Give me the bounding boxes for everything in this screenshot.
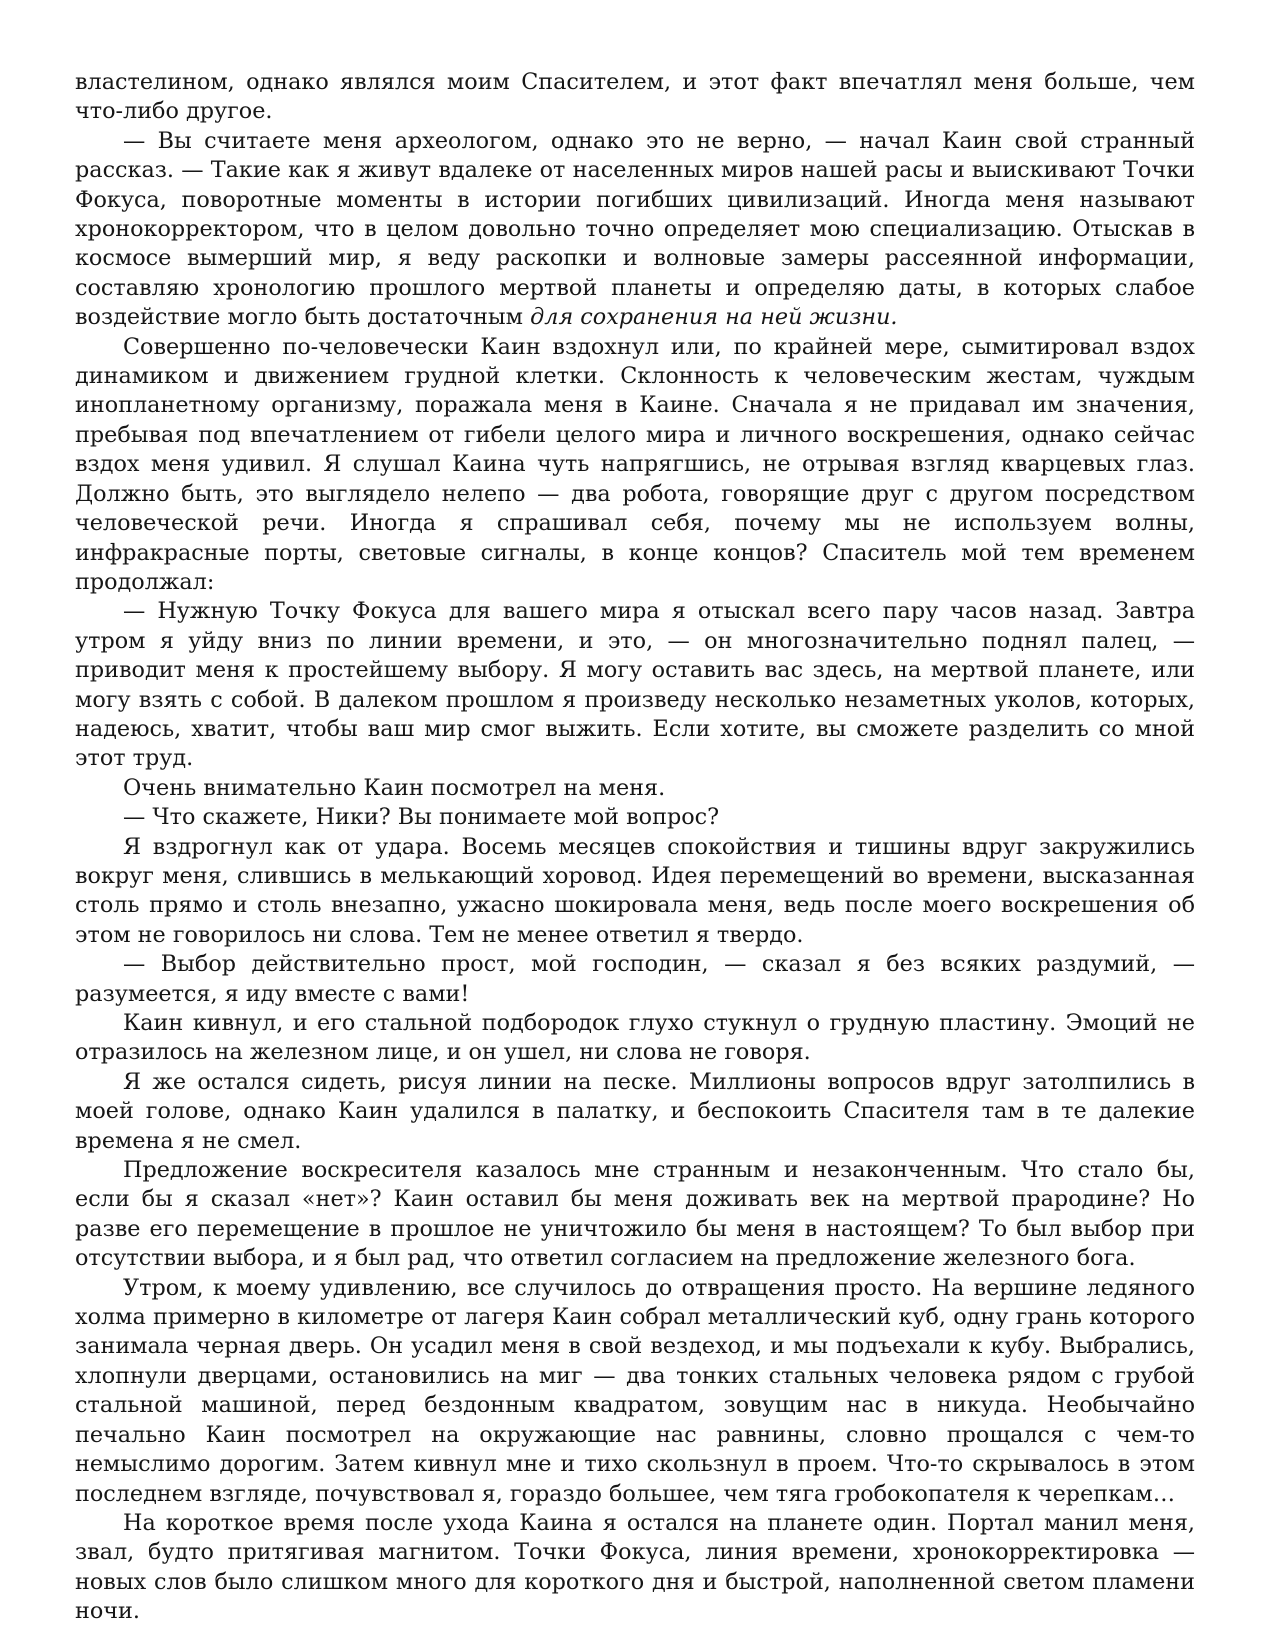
- paragraph-2-text: — Вы считаете меня археологом, однако это не верно, — начал Каин свой странный рассказ. — Такие как я живут вдалеке от населенных миров нашей расы и выискивают Точки Фокуса, поворотные моменты в истории погибших цивилизаций. Иногда меня называют хронокорректором, что в целом довольно точно определяет мою специализацию. Отыскав в космосе вымерший мир, я веду раскопки и волновые замеры рассеянной информации, составляю хронологию прошлого мертвой планеты и определяю даты, в которых слабое воздействие могло быть достаточным: [75, 127, 1195, 331]
- paragraph-12: [75, 1274, 1195, 1509]
- paragraph-11-text: Предложение воскресителя казалось мне странным и незаконченным. Что стало бы, если бы я сказал «нет»? Каин оставил бы меня доживать век на мертвой прародине? Но разве его перемещение в прошлое не уничтожило бы меня в настоящем? То был выбор при отсутствии выбора, и я был рад, что ответил согласием на предложение железного бога.: [75, 1157, 1195, 1272]
- paragraph-7-text: Я вздрогнул как от удара. Восемь месяцев спокойствия и тишины вдруг закружились вокруг меня, слившись в мелькающий хоровод. Идея перемещений во времени, высказанная столь прямо и столь внезапно, ужасно шокировала меня, ведь после моего воскрешения об этом не говорилось ни слова. Тем не менее ответил я твердо.: [75, 833, 1195, 948]
- paragraph-7: [75, 833, 1195, 951]
- paragraph-3: [75, 333, 1195, 598]
- paragraph-11: [75, 1156, 1195, 1274]
- paragraph-13: [75, 1509, 1195, 1627]
- paragraph-5: [75, 774, 1195, 803]
- paragraph-9-text: Каин кивнул, и его стальной подбородок глухо стукнул о грудную пластину. Эмоций не отразилось на железном лице, и он ушел, ни слова не говоря.: [75, 1010, 1195, 1066]
- paragraph-13-text: На короткое время после ухода Каина я остался на планете один. Портал манил меня, звал, будто притягивая магнитом. Точки Фокуса, линия времени, хронокорректировка — новых слов было слишком много для короткого дня и быстрой, наполненной светом пламени ночи.: [75, 1509, 1195, 1625]
- paragraph-5-text: Очень внимательно Каин посмотрел на меня.: [123, 774, 666, 801]
- paragraph-2: [75, 127, 1195, 333]
- paragraph-2-italic-text: для сохранения на ней жизни.: [530, 304, 898, 331]
- paragraph-10: [75, 1068, 1195, 1156]
- paragraph-6-text: — Что скажете, Ники? Вы понимаете мой вопрос?: [123, 804, 720, 831]
- paragraph-1: [75, 68, 1195, 127]
- paragraph-9: [75, 1009, 1195, 1068]
- paragraph-1-text: властелином, однако являлся моим Спасителем, и этот факт впечатлял меня больше, чем что-либо другое.: [75, 69, 1195, 125]
- paragraph-3-text: Совершенно по-человечески Каин вздохнул или, по крайней мере, сымитировал вздох динамиком и движением грудной клетки. Склонность к человеческим жестам, чуждым инопланетному организму, поражала меня в Каине. Сначала я не придавал им значения, пребывая под впечатлением от гибели целого мира и личного воскрешения, однако сейчас вздох меня удивил. Я слушал Каина чуть напрягшись, не отрывая взгляд кварцевых глаз. Должно быть, это выглядело нелепо — два робота, говорящие друг с другом посредством человеческой речи. Иногда я спрашивал себя, почему мы не используем волны, инфракрасные порты, световые сигналы, в конце концов? Спаситель мой тем временем продолжал:: [75, 333, 1195, 595]
- paragraph-8: [75, 950, 1195, 1009]
- paragraph-10-text: Я же остался сидеть, рисуя линии на песке. Миллионы вопросов вдруг затолпились в моей голове, однако Каин удалился в палатку, и беспокоить Спасителя там в те далекие времена я не смел.: [75, 1068, 1195, 1154]
- paragraph-4-text: — Нужную Точку Фокуса для вашего мира я отыскал всего пару часов назад. Завтра утром я уйду вниз по линии времени, и это, — он многозначительно поднял палец, — приводит меня к простейшему выбору. Я могу оставить вас здесь, на мертвой планете, или могу взять с собой. В далеком прошлом я произведу несколько незаметных уколов, которых, надеюсь, хватит, чтобы ваш мир смог выжить. Если хотите, вы сможете разделить со мной этот труд.: [75, 598, 1195, 772]
- paragraph-12-text: Утром, к моему удивлению, все случилось до отвращения просто. На вершине ледяного холма примерно в километре от лагеря Каин собрал металлический куб, одну грань которого занимала черная дверь. Он усадил меня в свой вездеход, и мы подъехали к кубу. Выбрались, хлопнули дверцами, остановились на миг — два тонких стальных человека рядом с грубой стальной машиной, перед бездонным квадратом, зовущим нас в никуда. Необычайно печально Каин посмотрел на окружающие нас равнины, словно прощался с чем-то немыслимо дорогим. Затем кивнул мне и тихо скользнул в проем. Что-то скрывалось в этом последнем взгляде, почувствовал я, гораздо большее, чем тяга гробокопателя к черепкам…: [75, 1274, 1195, 1507]
- paragraph-4: [75, 597, 1195, 773]
- paragraph-8-text: — Выбор действительно прост, мой господин, — сказал я без всяких раздумий, — разумеется, я иду вместе с вами!: [75, 951, 1195, 1007]
- paragraph-6: [75, 803, 1195, 832]
- book-page: [75, 68, 1195, 1627]
